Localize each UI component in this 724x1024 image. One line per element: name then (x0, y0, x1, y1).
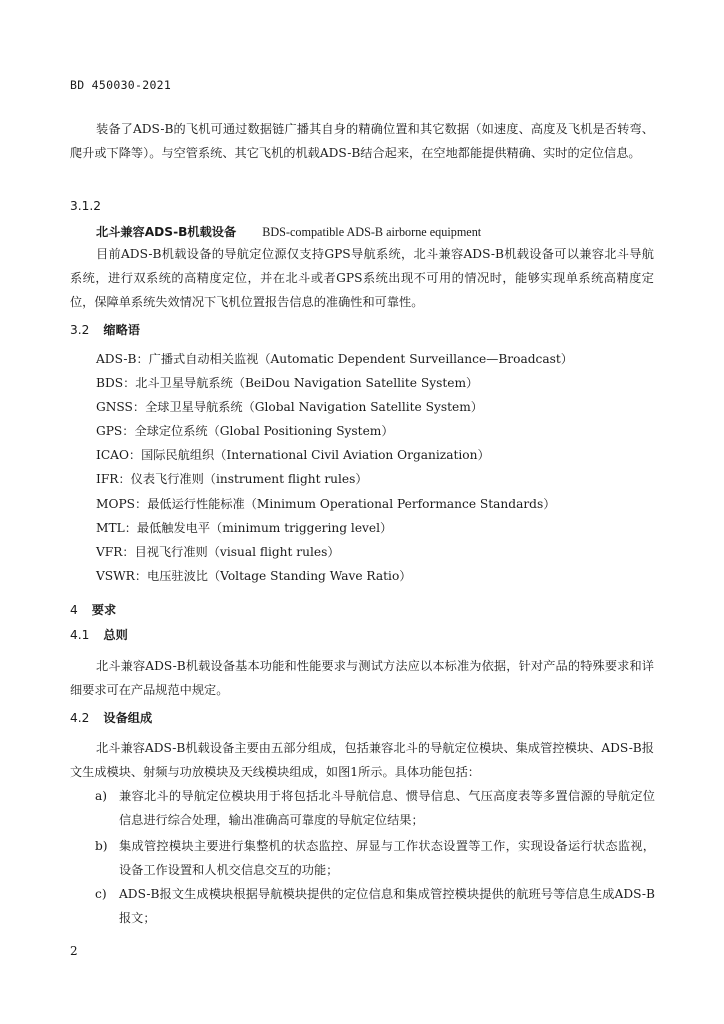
section-number: 4.2 (70, 711, 90, 725)
list-item-text: ADS-B报文生成模块根据导航模块提供的定位信息和集成管控模块提供的航班号等信息生成ADS-B报文； (119, 887, 655, 925)
abbreviation-item: GPS：全球定位系统（Global Positioning System） (96, 424, 394, 438)
section-4-2-heading (70, 708, 152, 728)
paragraph-term-definition: 目前ADS-B机载设备的导航定位源仅支持GPS导航系统，北斗兼容ADS-B机载设备可以兼容北斗导航系统，进行双系统的高精度定位，并在北斗或者GPS系统出现不可用的情况时，能够实现单系统高精度定位，保障单系统失效情况下飞机位置报告信息的准确性和可靠性。 (70, 247, 654, 309)
abbreviation-item: VSWR：电压驻波比（Voltage Standing Wave Ratio） (96, 569, 412, 583)
paragraph-adsb-description: 装备了ADS-B的飞机可通过数据链广播其自身的精确位置和其它数据（如速度、高度及飞机是否转弯、爬升或下降等）。与空管系统、其它飞机的机载ADS-B结合起来，在空地都能提供精确、实时的定位信息。 (70, 122, 654, 160)
list-item (95, 784, 655, 832)
term-english: BDS-compatible ADS-B airborne equipment (262, 225, 482, 239)
list-marker: a) (95, 789, 108, 803)
section-3-2-heading (70, 320, 140, 340)
term-entry (96, 222, 481, 242)
abbreviation-item: MTL：最低触发电平（minimum triggering level） (96, 521, 393, 535)
section-title: 缩略语 (103, 323, 140, 337)
section-title: 设备组成 (103, 711, 153, 725)
section-number: 4 (70, 603, 78, 617)
abbreviation-item: ADS-B：广播式自动相关监视（Automatic Dependent Surveillance—Broadcast） (96, 352, 573, 366)
section-number: 3.1.2 (70, 199, 102, 213)
term-chinese: 北斗兼容ADS-B机载设备 (96, 225, 237, 239)
section-number: 4.1 (70, 628, 90, 642)
section-4-heading (70, 600, 116, 620)
abbreviation-item: BDS：北斗卫星导航系统（BeiDou Navigation Satellite System） (96, 376, 479, 390)
section-3-1-2-heading (70, 196, 101, 216)
page-number: 2 (70, 944, 78, 958)
paragraph-equipment-composition: 北斗兼容ADS-B机载设备主要由五部分组成，包括兼容北斗的导航定位模块、集成管控模块、ADS-B报文生成模块、射频与功放模块及天线模块组成，如图1所示。具体功能包括： (70, 741, 654, 779)
list-item-text: 兼容北斗的导航定位模块用于将包括北斗导航信息、惯导信息、气压高度表等多置信源的导航定位信息进行综合处理，输出准确高可靠度的导航定位结果； (119, 789, 655, 827)
abbreviation-item: IFR：仪表飞行准则（instrument flight rules） (96, 472, 368, 486)
abbreviation-item: GNSS：全球卫星导航系统（Global Navigation Satellite System） (96, 400, 483, 414)
document-id-header: BD 450030-2021 (70, 78, 172, 92)
section-4-1-heading (70, 625, 128, 645)
section-title: 总则 (103, 628, 128, 642)
section-number: 3.2 (70, 323, 90, 337)
list-item-text: 集成管控模块主要进行集整机的状态监控、屏显与工作状态设置等工作，实现设备运行状态监视，设备工作设置和人机交信息交互的功能； (119, 839, 655, 877)
list-item (95, 882, 655, 930)
list-marker: c) (95, 887, 107, 901)
list-marker: b) (95, 839, 108, 853)
paragraph-general-principles: 北斗兼容ADS-B机载设备基本功能和性能要求与测试方法应以本标准为依据，针对产品的特殊要求和详细要求可在产品规范中规定。 (70, 659, 654, 697)
section-title: 要求 (91, 603, 117, 617)
list-item (95, 834, 655, 882)
abbreviation-item: ICAO：国际民航组织（International Civil Aviation Organization） (96, 448, 490, 462)
abbreviation-item: MOPS：最低运行性能标准（Minimum Operational Performance Standards） (96, 497, 556, 511)
abbreviation-item: VFR：目视飞行准则（visual flight rules） (96, 545, 340, 559)
